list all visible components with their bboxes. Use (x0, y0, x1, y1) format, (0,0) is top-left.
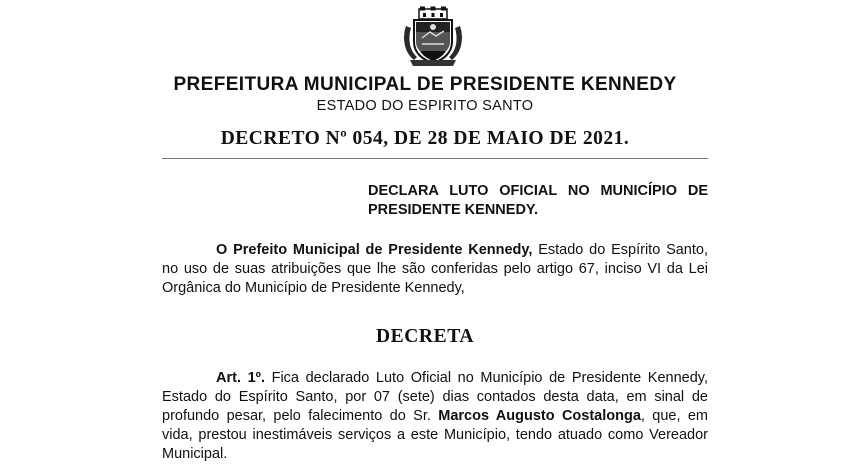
article-1-line-5: Municipal. (162, 446, 228, 462)
decree-number-heading: DECRETO Nº 054, DE 28 DE MAIO DE 2021. (220, 128, 630, 149)
article-1-line-3 (162, 407, 708, 426)
article-1-label: Art. 1º. (216, 370, 265, 386)
article-1-line-1 (162, 369, 708, 388)
municipality-title: PREFEITURA MUNICIPAL DE PRESIDENTE KENNEDY (173, 74, 677, 95)
preamble-lead-bold: O Prefeito Municipal de Presidente Kennedy, (216, 242, 533, 258)
preamble-paragraph (162, 241, 708, 298)
article-1-line-2: Estado do Espírito Santo, por 07 (sete) dias contados desta data, em sinal de (162, 389, 708, 405)
article-1-line-3-pre: profundo pesar, pelo falecimento do Sr. (162, 408, 439, 424)
preamble-line-2: no uso de suas atribuições que lhe são conferidas pelo artigo 67, inciso VI da Lei (162, 261, 708, 277)
deceased-name: Marcos Augusto Costalonga (438, 408, 641, 424)
summary-line-1: DECLARA LUTO OFICIAL NO MUNICÍPIO DE (368, 183, 708, 199)
decree-summary (368, 182, 708, 220)
municipal-coat-of-arms-icon (400, 6, 466, 68)
state-subtitle: ESTADO DO ESPIRITO SANTO (316, 98, 534, 114)
summary-line-2: PRESIDENTE KENNEDY. (368, 202, 539, 218)
preamble-lead-rest: Estado do Espírito Santo, (532, 242, 708, 258)
article-1-paragraph (162, 369, 708, 464)
preamble-line-1 (162, 241, 708, 260)
article-1-line-4: vida, prestou inestimáveis serviços a este Município, tendo atuado como Vereador (162, 427, 708, 443)
preamble-line-3: Orgânica do Município de Presidente Kennedy, (162, 280, 465, 296)
article-1-line-3-post: , que, em (640, 408, 708, 424)
decreta-heading: DECRETA (375, 326, 475, 347)
header-divider (162, 158, 708, 159)
article-1-line-1-text: Fica declarado Luto Oficial no Município de Presidente Kennedy, (264, 370, 708, 386)
